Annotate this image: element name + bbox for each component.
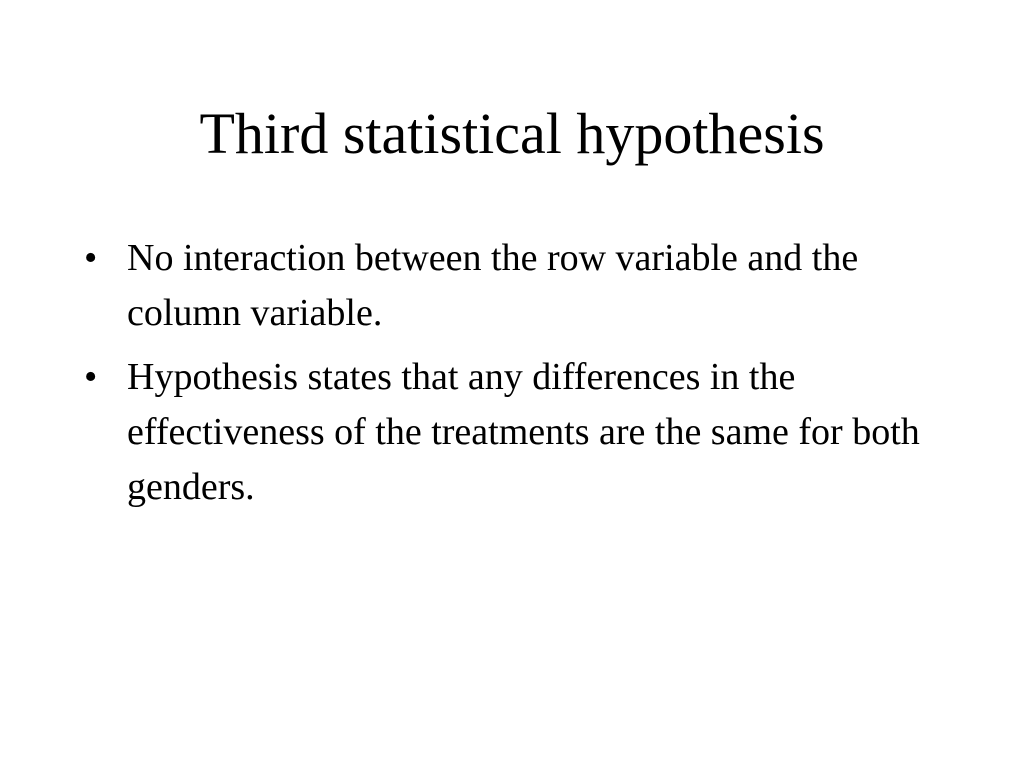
bullet-list [84,231,964,524]
list-item [84,350,964,515]
list-item [84,231,964,341]
bullet-icon: • [84,237,98,279]
bullet-icon: • [84,356,98,398]
bullet-text: Hypothesis states that any differences in the effectiveness of the treatments are the same for both genders. [127,356,920,508]
slide-title: Third statistical hypothesis [199,101,825,166]
bullet-text: No interaction between the row variable and the column variable. [127,237,859,334]
